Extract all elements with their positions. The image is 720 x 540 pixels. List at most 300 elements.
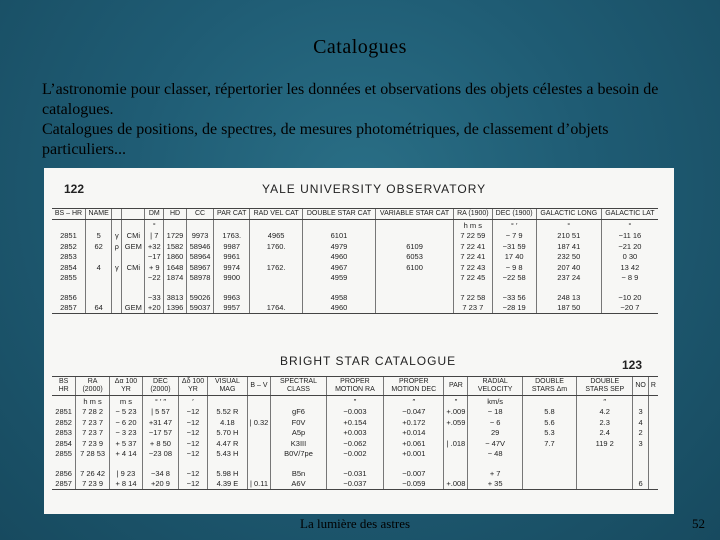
table-cell: 2.3 — [577, 417, 633, 428]
column-header: BS HR — [52, 377, 76, 396]
table-spacer-cell — [85, 283, 112, 292]
table-cell — [522, 468, 576, 479]
table-cell: 4.18 — [208, 417, 247, 428]
table-cell: − 5 23 — [109, 407, 142, 418]
table-spacer-cell — [536, 283, 601, 292]
table-cell: +0.014 — [384, 428, 444, 439]
slide-page-number: 52 — [692, 516, 705, 531]
table-row — [52, 417, 658, 428]
table-cell: 9974 — [214, 262, 250, 273]
table-cell: 4960 — [303, 252, 376, 263]
table-cell — [375, 303, 453, 314]
table-cell: 6101 — [303, 231, 376, 242]
column-unit: ″ — [577, 396, 633, 407]
table-cell — [247, 449, 271, 460]
column-header: DOUBLE STAR CAT — [303, 209, 376, 220]
table-cell: 5.8 — [522, 407, 576, 418]
table-cell: 2855 — [60, 273, 77, 283]
table-row — [52, 273, 658, 284]
table-cell: 7 22 59 — [454, 231, 492, 242]
table-cell: | 7 — [145, 231, 164, 242]
table-cell: 7 22 41 — [454, 241, 492, 252]
table-cell: γ — [112, 231, 122, 242]
table-cell: 59026 — [186, 292, 213, 303]
table-cell: 1860 — [164, 252, 187, 263]
table-cell — [247, 438, 271, 449]
table-cell: 1729 — [164, 231, 187, 242]
table-cell — [633, 449, 649, 460]
table-cell — [250, 252, 303, 263]
table-spacer-cell — [178, 459, 207, 468]
table-cell: 7 28 2 — [76, 407, 110, 418]
table-cell: −22 58 — [492, 273, 536, 284]
column-header: CC — [186, 209, 213, 220]
table-cell — [375, 292, 453, 303]
table-cell: + 9 — [145, 262, 164, 273]
column-unit — [633, 396, 649, 407]
table-header-row — [52, 209, 658, 220]
table-cell: 7 23 9 — [76, 438, 110, 449]
column-unit — [112, 220, 122, 231]
table-row — [52, 252, 658, 263]
column-unit — [522, 396, 576, 407]
column-unit: km/s — [468, 396, 522, 407]
table-cell — [85, 273, 112, 284]
table-cell: 7 22 45 — [454, 273, 492, 284]
catalogue-scan — [44, 168, 674, 514]
table-cell: +0.154 — [326, 417, 383, 428]
table-cell — [375, 273, 453, 284]
table-cell — [444, 428, 468, 439]
table-cell: + 8 50 — [143, 438, 179, 449]
table-cell: 62 — [85, 241, 112, 252]
table-cell: 9987 — [214, 241, 250, 252]
table-cell — [250, 292, 303, 303]
table-cell: 3 — [633, 407, 649, 418]
table-spacer-cell — [208, 459, 247, 468]
table-cell — [648, 407, 658, 418]
table-cell: 7 22 58 — [454, 292, 492, 303]
table-cell: 5.52 R — [208, 407, 247, 418]
table-cell: K3III — [271, 438, 326, 449]
table-cell — [577, 449, 633, 460]
table-cell: 237 24 — [536, 273, 601, 284]
column-unit: h m s — [76, 396, 110, 407]
table-cell: +0.001 — [384, 449, 444, 460]
intro-paragraph-1: L’astronomie pour classer, répertorier les données et observations des objets célestes a besoin de catalogues. — [42, 81, 659, 118]
column-unit: m s — [109, 396, 142, 407]
column-header: DEC (1900) — [492, 209, 536, 220]
table-cell: 1760. — [250, 241, 303, 252]
column-unit: ″ — [444, 396, 468, 407]
table-cell: 2856 — [60, 292, 77, 302]
table-spacer-cell — [143, 459, 179, 468]
table-cell: +20 — [145, 303, 164, 314]
table-cell — [648, 428, 658, 439]
table-cell: +0.061 — [384, 438, 444, 449]
column-unit: ° — [536, 220, 601, 231]
table-cell — [633, 468, 649, 479]
table-cell: 2853 — [55, 428, 72, 438]
table-cell: 1396 — [164, 303, 187, 314]
table-cell: 2857 — [52, 303, 85, 314]
table-cell — [522, 449, 576, 460]
table-cell: −12 — [178, 468, 207, 479]
table-cell: − 48 — [468, 449, 522, 460]
slide-title: Catalogues — [313, 36, 407, 58]
table-cell: 4 — [85, 262, 112, 273]
table-cell: 6109 — [375, 241, 453, 252]
table-cell: 64 — [85, 303, 112, 314]
table-spacer-cell — [112, 283, 122, 292]
table-spacer-cell — [303, 283, 376, 292]
table-units-row — [52, 220, 658, 231]
column-unit — [208, 396, 247, 407]
table-cell: +.008 — [444, 479, 468, 490]
table-cell: CMi — [122, 231, 145, 242]
column-unit — [164, 220, 187, 231]
table-cell: 2852 — [55, 417, 72, 427]
table-cell: −28 19 — [492, 303, 536, 314]
table-cell: 9973 — [186, 231, 213, 242]
table-cell: 6053 — [375, 252, 453, 263]
table-cell: 5.3 — [522, 428, 576, 439]
table-cell: +.059 — [444, 417, 468, 428]
table-cell: −0.047 — [384, 407, 444, 418]
table-cell — [112, 273, 122, 284]
column-unit — [214, 220, 250, 231]
table-spacer-cell — [384, 459, 444, 468]
column-header: Δδ 100 YR — [178, 377, 207, 396]
table-spacer-cell — [145, 283, 164, 292]
table-cell: | 0.32 — [247, 417, 271, 428]
table-spacer-cell — [468, 459, 522, 468]
intro-text — [42, 80, 682, 160]
slide-footer: La lumière des astres — [300, 516, 411, 531]
table-cell — [648, 449, 658, 460]
table-cell: 29 — [468, 428, 522, 439]
table-cell — [85, 292, 112, 303]
table-cell: −11 16 — [601, 231, 658, 242]
table-spacer-cell — [214, 283, 250, 292]
table-cell: −10 20 — [601, 292, 658, 303]
table-cell — [577, 468, 633, 479]
table-cell: +0.003 — [326, 428, 383, 439]
table-cell: +0.172 — [384, 417, 444, 428]
table-row — [52, 449, 658, 460]
table-cell: 2851 — [55, 407, 72, 417]
table-cell — [247, 428, 271, 439]
column-header: RAD VEL CAT — [250, 209, 303, 220]
table-cell: 7 23 7 — [454, 303, 492, 314]
table-cell: −0.031 — [326, 468, 383, 479]
table-cell: 5.98 H — [208, 468, 247, 479]
table-cell — [247, 407, 271, 418]
table-cell: +.009 — [444, 407, 468, 418]
table-cell: −12 — [178, 438, 207, 449]
table-cell: 2.4 — [577, 428, 633, 439]
table-cell: A6V — [271, 479, 326, 490]
column-header: DM — [145, 209, 164, 220]
column-unit: ″ — [384, 396, 444, 407]
table-cell: + 4 14 — [109, 449, 142, 460]
column-unit — [648, 396, 658, 407]
table-spacer-row — [52, 283, 658, 292]
table-units-row — [52, 396, 658, 407]
column-header — [112, 209, 122, 220]
table-cell — [375, 231, 453, 242]
table-cell: 9900 — [214, 273, 250, 284]
table-cell: 7 22 41 — [454, 252, 492, 263]
table-cell — [648, 438, 658, 449]
table-cell: − 18 — [468, 407, 522, 418]
table-cell: 2857 — [52, 479, 76, 490]
table-cell: | 5 57 — [143, 407, 179, 418]
table-cell: 210 51 — [536, 231, 601, 242]
table-cell: 1762. — [250, 262, 303, 273]
table-cell: −17 — [145, 252, 164, 263]
table-spacer-row — [52, 459, 658, 468]
table-spacer-cell — [601, 283, 658, 292]
table-cell: 1874 — [164, 273, 187, 284]
table-cell: −0.002 — [326, 449, 383, 460]
table-cell — [648, 468, 658, 479]
table-row — [52, 292, 658, 303]
table-cell: −0.037 — [326, 479, 383, 490]
table-cell — [648, 479, 658, 490]
table-row — [52, 231, 658, 242]
table-cell — [122, 292, 145, 303]
table-cell: −12 — [178, 479, 207, 490]
column-header: RA (1900) — [454, 209, 492, 220]
table-cell: 9961 — [214, 252, 250, 263]
table-cell: +31 47 — [143, 417, 179, 428]
column-unit — [303, 220, 376, 231]
intro-paragraph-2: Catalogues de positions, de spectres, de mesures photométriques, de classement d’objets particuliers... — [42, 121, 609, 158]
column-unit — [186, 220, 213, 231]
column-unit: ° — [145, 220, 164, 231]
column-unit: ° ′ — [492, 220, 536, 231]
table-cell: | 9 23 — [109, 468, 142, 479]
table-cell: 5.43 H — [208, 449, 247, 460]
column-header: VARIABLE STAR CAT — [375, 209, 453, 220]
table-cell: −0.007 — [384, 468, 444, 479]
column-header: RA (2000) — [76, 377, 110, 396]
table-cell: 2851 — [60, 231, 77, 241]
column-header: NO — [633, 377, 649, 396]
table-spacer-cell — [522, 459, 576, 468]
table-row — [52, 303, 658, 314]
table-cell: 7 28 53 — [76, 449, 110, 460]
table-cell: − 6 — [468, 417, 522, 428]
scan-title-top: YALE UNIVERSITY OBSERVATORY — [262, 182, 487, 196]
table-cell: 2854 — [55, 438, 72, 448]
table-cell: 119 2 — [577, 438, 633, 449]
column-unit — [52, 220, 85, 231]
table-cell: γ — [112, 262, 122, 273]
table-spacer-cell — [122, 283, 145, 292]
table-cell: ρ — [112, 241, 122, 252]
column-header: GALACTIC LAT — [601, 209, 658, 220]
column-header: PROPER MOTION RA — [326, 377, 383, 396]
column-header: PAR CAT — [214, 209, 250, 220]
table-cell: 2854 — [60, 262, 77, 272]
table-spacer-cell — [247, 459, 271, 468]
column-unit — [122, 220, 145, 231]
table-cell — [522, 479, 576, 490]
table-cell: GEM — [122, 241, 145, 252]
table-row — [52, 407, 658, 418]
scan-title-bottom: BRIGHT STAR CATALOGUE — [280, 354, 457, 368]
table-spacer-cell — [164, 283, 187, 292]
column-header: B – V — [247, 377, 271, 396]
table-cell: 4.2 — [577, 407, 633, 418]
table-cell: 4958 — [303, 292, 376, 303]
table-cell: + 7 — [468, 468, 522, 479]
bright-star-catalogue-table — [52, 376, 658, 490]
table-cell: 232 50 — [536, 252, 601, 263]
table-cell — [648, 417, 658, 428]
column-header: BS – HR — [52, 209, 85, 220]
table-row — [52, 479, 658, 490]
column-header: DOUBLE STARS SEP — [577, 377, 633, 396]
table-cell: 13 42 — [601, 262, 658, 273]
table-cell: 7.7 — [522, 438, 576, 449]
table-cell — [112, 292, 122, 303]
table-spacer-cell — [633, 459, 649, 468]
table-cell: | .018 — [444, 438, 468, 449]
column-header: VISUAL MAG — [208, 377, 247, 396]
table-cell: −12 — [178, 417, 207, 428]
table-cell: 58978 — [186, 273, 213, 284]
table-cell: 58946 — [186, 241, 213, 252]
table-cell — [112, 303, 122, 314]
column-header: SPECTRAL CLASS — [271, 377, 326, 396]
table-cell: − 7 9 — [492, 231, 536, 242]
table-spacer-cell — [492, 283, 536, 292]
table-header-row — [52, 377, 658, 396]
column-header: GALACTIC LONG — [536, 209, 601, 220]
table-row — [52, 262, 658, 273]
column-header: NAME — [85, 209, 112, 220]
table-cell: 2852 — [60, 241, 77, 251]
table-cell: −17 57 — [143, 428, 179, 439]
table-cell: B0V/7pe — [271, 449, 326, 460]
column-unit — [52, 396, 76, 407]
column-header: PAR — [444, 377, 468, 396]
column-unit: ° — [601, 220, 658, 231]
column-header: DEC (2000) — [143, 377, 179, 396]
table-cell: −20 7 — [601, 303, 658, 314]
table-cell: +32 — [145, 241, 164, 252]
table-cell: 4.39 E — [208, 479, 247, 490]
table-cell: 248 13 — [536, 292, 601, 303]
table-cell: 5.6 — [522, 417, 576, 428]
table-cell: − 47V — [468, 438, 522, 449]
table-cell: CMi — [122, 262, 145, 273]
table-cell: 207 40 — [536, 262, 601, 273]
table-cell: gF6 — [271, 407, 326, 418]
table-row — [52, 468, 658, 479]
table-cell: + 8 14 — [109, 479, 142, 490]
table-spacer-cell — [454, 283, 492, 292]
table-cell: | 0.11 — [247, 479, 271, 490]
table-cell: 6100 — [375, 262, 453, 273]
column-unit: h m s — [454, 220, 492, 231]
table-spacer-cell — [109, 459, 142, 468]
table-cell: + 5 37 — [109, 438, 142, 449]
table-cell: −0.003 — [326, 407, 383, 418]
table-cell: B5n — [271, 468, 326, 479]
table-cell: −31 59 — [492, 241, 536, 252]
table-cell: 9957 — [214, 303, 250, 314]
column-unit — [247, 396, 271, 407]
table-cell: GEM — [122, 303, 145, 314]
table-cell: 4965 — [250, 231, 303, 242]
table-cell: 1763. — [214, 231, 250, 242]
column-header — [122, 209, 145, 220]
table-cell: 3 — [633, 438, 649, 449]
table-spacer-cell — [444, 459, 468, 468]
table-cell: 7 23 9 — [76, 479, 110, 490]
table-cell: +20 9 — [143, 479, 179, 490]
table-cell: −23 08 — [143, 449, 179, 460]
table-cell: 7 22 43 — [454, 262, 492, 273]
column-header: PROPER MOTION DEC — [384, 377, 444, 396]
table-spacer-cell — [375, 283, 453, 292]
column-unit — [271, 396, 326, 407]
table-cell — [122, 273, 145, 284]
table-cell: 0 30 — [601, 252, 658, 263]
table-cell: + 35 — [468, 479, 522, 490]
column-header: RADIAL VELOCITY — [468, 377, 522, 396]
table-cell: 4 — [633, 417, 649, 428]
table-cell: 2853 — [60, 252, 77, 262]
table-cell: 1582 — [164, 241, 187, 252]
table-cell: 4959 — [303, 273, 376, 284]
table-cell — [112, 252, 122, 263]
table-cell: −12 — [178, 428, 207, 439]
column-unit: ″ — [326, 396, 383, 407]
table-cell: − 3 23 — [109, 428, 142, 439]
table-cell: 4979 — [303, 241, 376, 252]
table-cell: 187 41 — [536, 241, 601, 252]
table-cell: 4960 — [303, 303, 376, 314]
yale-catalogue-table — [52, 208, 658, 314]
table-spacer-cell — [326, 459, 383, 468]
scan-page-number-left: 122 — [64, 182, 85, 196]
table-row — [52, 438, 658, 449]
table-spacer-cell — [52, 459, 76, 468]
column-header: Δα 100 YR — [109, 377, 142, 396]
table-cell: − 6 20 — [109, 417, 142, 428]
table-cell: F0V — [271, 417, 326, 428]
column-unit — [250, 220, 303, 231]
table-cell — [250, 273, 303, 284]
table-spacer-cell — [186, 283, 213, 292]
table-cell: 1648 — [164, 262, 187, 273]
table-cell: 2855 — [55, 449, 72, 459]
table-cell — [444, 468, 468, 479]
column-header: DOUBLE STARS Δm — [522, 377, 576, 396]
table-cell: −33 — [145, 292, 164, 303]
table-cell: −0.059 — [384, 479, 444, 490]
column-unit: ° ′ ″ — [143, 396, 179, 407]
table-cell: 59037 — [186, 303, 213, 314]
table-spacer-cell — [250, 283, 303, 292]
column-unit: ′ — [178, 396, 207, 407]
table-cell: 58967 — [186, 262, 213, 273]
